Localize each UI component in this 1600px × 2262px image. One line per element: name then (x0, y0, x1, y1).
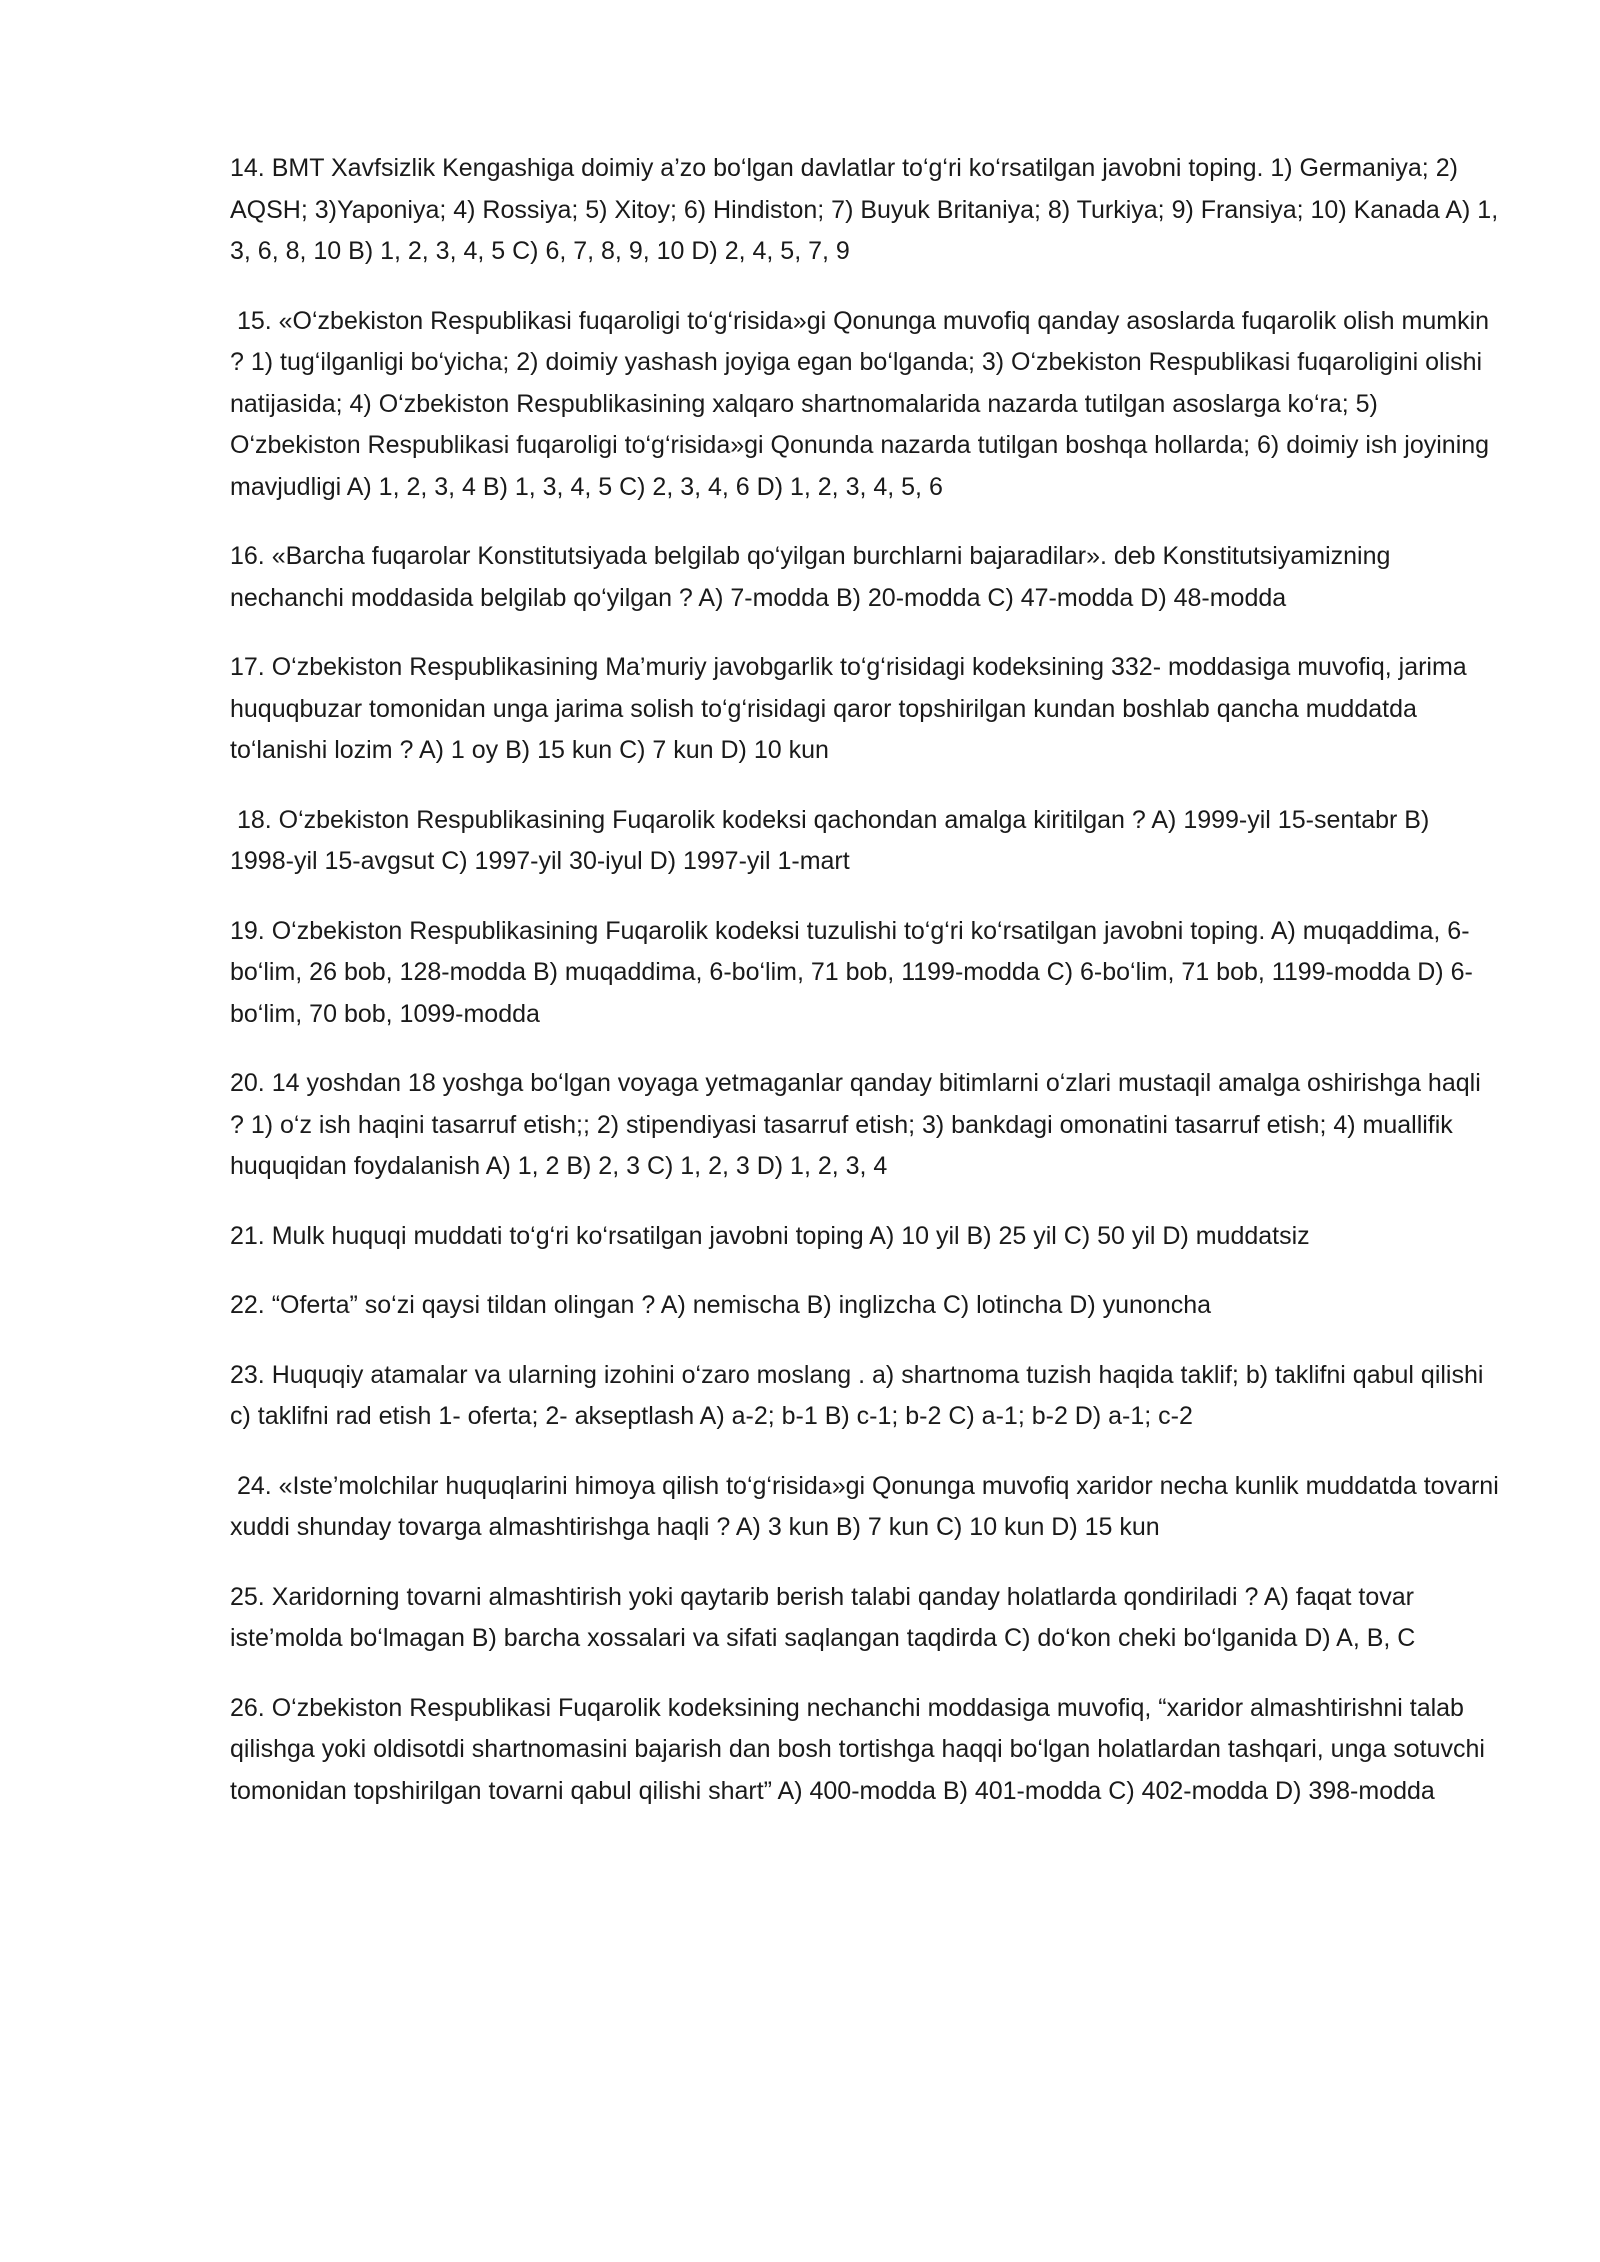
question-14: 14. BMT Xavfsizlik Kengashiga doimiy a’zo bo‘lgan davlatlar to‘g‘ri ko‘rsatilgan javobni toping. 1) Germaniya; 2) AQSH; 3)Yaponiya; 4) Rossiya; 5) Xitoy; 6) Hindiston; 7) Buyuk Britaniya; 8) Turkiya; 9) Fransiya; 10) Kanada A) 1, 3, 6, 8, 10 B) 1, 2, 3, 4, 5 C) 6, 7, 8, 9, 10 D) 2, 4, 5, 7, 9 (230, 154, 1506, 265)
question-16: 16. «Barcha fuqarolar Konstitutsiyada belgilab qo‘yilgan burchlarni bajaradilar». deb Konstitutsiyamizning nechanchi moddasida belgilab qo‘yilgan ? A) 7-modda B) 20-modda C) 47-modda D) 48-modda (230, 542, 1398, 612)
questions-list (230, 148, 1506, 1840)
question-18: 18. O‘zbekiston Respublikasining Fuqarolik kodeksi qachondan amalga kiritilgan ? A) 1999-yil 15-sentabr B) 1998-yil 15-avgsut C) 1997-yil 30-iyul D) 1997-yil 1-mart (230, 805, 1437, 875)
question-24: 24. «Iste’molchilar huquqlarini himoya qilish to‘g‘risida»gi Qonunga muvofiq xaridor necha kunlik muddatda tovarni xuddi shunday tovarga almashtirishga haqli ? A) 3 kun B) 7 kun C) 10 kun D) 15 kun (230, 1471, 1506, 1541)
question-26: 26. O‘zbekiston Respublikasi Fuqarolik kodeksining nechanchi moddasiga muvofiq, “xaridor almashtirishni talab qilishga yoki oldisotdi shartnomasini bajarish dan bosh tortishga haqqi bo‘lgan holatlardan tashqari, unga sotuvchi tomonidan topshirilgan tovarni qabul qilishi shart” A) 400-modda B) 401-modda C) 402-modda D) 398-modda (230, 1693, 1492, 1805)
question-17: 17. O‘zbekiston Respublikasining Ma’muriy javobgarlik to‘g‘risidagi kodeksining 332- moddasiga muvofiq, jarima huquqbuzar tomonidan unga jarima solish to‘g‘risidagi qaror topshirilgan kundan boshlab qancha muddatda to‘lanishi lozim ? A) 1 oy B) 15 kun C) 7 kun D) 10 kun (230, 653, 1474, 764)
question-22: 22. “Oferta” so‘zi qaysi tildan olingan ? A) nemischa B) inglizcha C) lotincha D) yunoncha (230, 1291, 1212, 1319)
question-15: 15. «O‘zbekiston Respublikasi fuqaroligi to‘g‘risida»gi Qonunga muvofiq qanday asoslarda fuqarolik olish mumkin ? 1) tug‘ilganligi bo‘yicha; 2) doimiy yashash joyiga egan bo‘lganda; 3) O‘zbekiston Respublikasi fuqaroligini olishi natijasida; 4) O‘zbekiston Respublikasining xalqaro shartnomalarida nazarda tutilgan asoslarga ko‘ra; 5) O‘zbekiston Respublikasi fuqaroligi to‘g‘risida»gi Qonunda nazarda tutilgan boshqa hollarda; 6) doimiy ish joyining mavjudligi A) 1, 2, 3, 4 B) 1, 3, 4, 5 C) 2, 3, 4, 6 D) 1, 2, 3, 4, 5, 6 (230, 306, 1497, 501)
question-19: 19. O‘zbekiston Respublikasining Fuqarolik kodeksi tuzulishi to‘g‘ri ko‘rsatilgan javobni toping. A) muqaddima, 6-bo‘lim, 26 bob, 128-modda B) muqaddima, 6-bo‘lim, 71 bob, 1199-modda C) 6-bo‘lim, 71 bob, 1199-modda D) 6-bo‘lim, 70 bob, 1099-modda (230, 916, 1473, 1028)
question-25: 25. Xaridorning tovarni almashtirish yoki qaytarib berish talabi qanday holatlarda qondiriladi ? A) faqat tovar iste’molda bo‘lmagan B) barcha xossalari va sifati saqlangan taqdirda C) do‘kon cheki bo‘lganida D) A, B, C (230, 1582, 1421, 1652)
question-21: 21. Mulk huquqi muddati to‘g‘ri ko‘rsatilgan javobni toping A) 10 yil B) 25 yil C) 50 yil D) muddatsiz (230, 1221, 1310, 1250)
question-23: 23. Huquqiy atamalar va ularning izohini o‘zaro moslang . a) shartnoma tuzish haqida taklif; b) taklifni qabul qilishi c) taklifni rad etish 1- oferta; 2- akseptlash A) a-2; b-1 B) c-1; b-2 C) a-1; b-2 D) a-1; c-2 (230, 1360, 1491, 1430)
question-20: 20. 14 yoshdan 18 yoshga bo‘lgan voyaga yetmaganlar qanday bitimlarni o‘zlari mustaqil amalga oshirishga haqli ? 1) o‘z ish haqini tasarruf etish;; 2) stipendiyasi tasarruf etish; 3) bankdagi omonatini tasarruf etish; 4) muallifik huquqidan foydalanish A) 1, 2 B) 2, 3 C) 1, 2, 3 D) 1, 2, 3, 4 (230, 1069, 1488, 1180)
